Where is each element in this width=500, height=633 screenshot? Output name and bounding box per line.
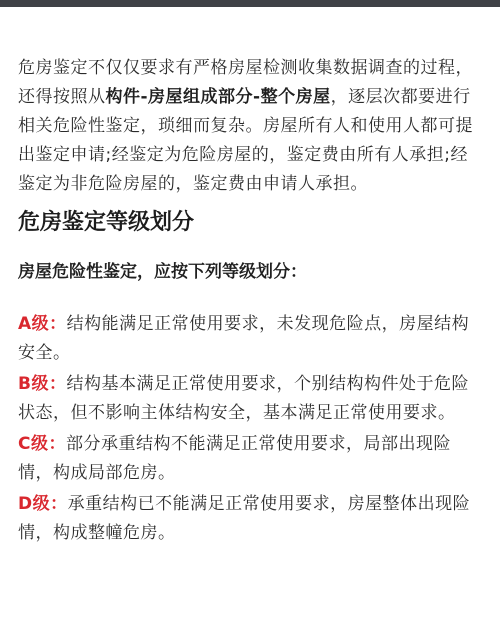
grade-d-label: D级： xyxy=(18,494,68,514)
grade-b-item xyxy=(18,370,484,428)
intro-emphasis: 构件-房屋组成部分-整个房屋 xyxy=(105,87,331,107)
grade-b-label: B级： xyxy=(18,374,67,394)
article-body xyxy=(18,54,484,550)
grade-d-text: 承重结构已不能满足正常使用要求，房屋整体出现险情，构成整幢危房。 xyxy=(18,494,471,543)
intro-paragraph xyxy=(18,54,484,199)
section-heading: 危房鉴定等级划分 xyxy=(18,210,195,235)
grade-a-text: 结构能满足正常使用要求，未发现危险点，房屋结构安全。 xyxy=(18,314,470,363)
grade-c-label: C级： xyxy=(18,434,66,454)
section-subheading: 房屋危险性鉴定，应按下列等级划分： xyxy=(18,262,307,282)
top-status-bar xyxy=(0,0,500,7)
grade-b-text: 结构基本满足正常使用要求，个别结构构件处于危险状态，但不影响主体结构安全，基本满足正常使用要求。 xyxy=(18,374,469,423)
grade-c-item xyxy=(18,430,484,488)
grade-a-item xyxy=(18,310,484,368)
grade-list xyxy=(18,310,484,548)
grade-c-text: 部分承重结构不能满足正常使用要求，局部出现险情，构成局部危房。 xyxy=(18,434,451,483)
intro-text-2: ，逐层次都要进行相关危险性鉴定，琐细而复杂。房屋所有人和使用人都可提出鉴定申请;经鉴定为危险房屋的，鉴定费由所有人承担;经鉴定为非危险房屋的，鉴定费由申请人承担。 xyxy=(18,87,473,194)
grade-d-item xyxy=(18,490,484,548)
grade-a-label: A级： xyxy=(18,314,67,334)
intro-text-1: 危房鉴定不仅仅要求有严格房屋检测收集数据调查的过程，还得按照从 xyxy=(18,58,473,107)
